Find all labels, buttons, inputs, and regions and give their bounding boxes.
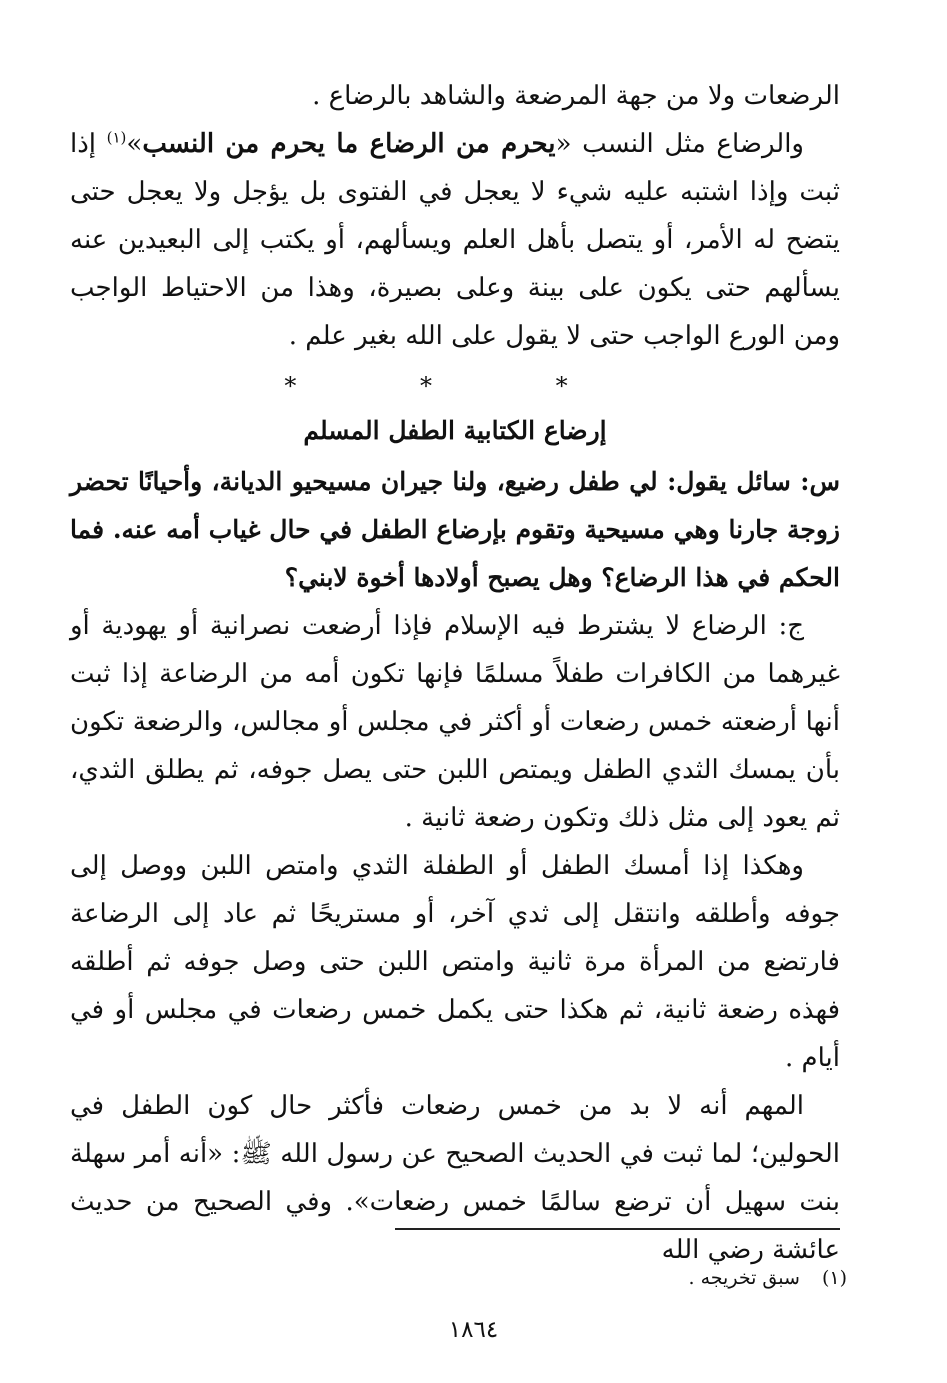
question-text: س: سائل يقول: لي طفل رضيع، ولنا جيران مسيحيو الديانة، وأحيانًا تحضر زوجة جارنا وهي مسيحية وتقوم بإرضاع الطفل في حال غياب أمه عنه. فما الحكم في هذا الرضاع؟ وهل يصبح أولادها أخوة لابني؟ [70,467,840,592]
footnote-divider [395,1228,840,1230]
answer-text: ج: الرضاع لا يشترط فيه الإسلام فإذا أرضعت نصرانية أو يهودية أو غيرهما من الكافرات طفلاً مسلمًا فإنها تكون أمه من الرضاعة إذا ثبت أنها أرضعته خمس رضعات أو أكثر في مجلس أو مجالس، والرضعة تكون بأن يمسك الثدي الطفل ويمتص اللبن حتى يصل جوفه، ثم يطلق الثدي، ثم يعود إلى مثل ذلك وتكون رضعة ثانية . [70,611,840,833]
section-heading: إرضاع الكتابية الطفل المسلم [303,416,607,445]
footnote-number: (١) [821,1267,847,1289]
paragraph-nasab-before: والرضاع مثل النسب « [555,129,804,159]
quote-close: » [126,129,143,159]
page-number: ١٨٦٤ [448,1317,499,1343]
footnote-marker[interactable]: (١) [106,128,127,147]
paragraph-continuation: الرضعات ولا من جهة المرضعة والشاهد بالرضاع . [312,81,840,111]
page-body [70,72,840,1274]
footnote-text: سبق تخريجه . [688,1267,800,1289]
paragraph-suckling-detail: وهكذا إذا أمسك الطفل أو الطفلة الثدي وامتص اللبن ووصل إلى جوفه وأطلقه وانتقل إلى ثدي آخر، أو مستريحًا ثم عاد إلى الرضاعة فارتضع من المرأة مرة ثانية وامتص اللبن حتى وصل جوفه ثم أطلقه فهذه رضعة ثانية، ثم هكذا حتى يكمل خمس رضعات في مجلس أو في أيام . [70,851,840,1073]
paragraph-nasab [70,120,840,360]
footnote [689,1266,847,1290]
paragraph-nasab-rest: إذا ثبت وإذا اشتبه عليه شيء لا يعجل في الفتوى بل يؤجل ولا يعجل حتى يتضح له الأمر، أو يتصل بأهل العلم ويسألهم، أو يكتب إلى البعيدين عنه يسألهم حتى يكون على بينة وعلى بصيرة، وهذا من الاحتياط الواجب ومن الورع الواجب حتى لا يقول على الله بغير علم . [70,129,840,351]
paragraph-hadith: المهم أنه لا بد من خمس رضعات فأكثر حال كون الطفل في الحولين؛ لما ثبت في الحديث الصحيح عن رسول الله ﷺ: «أنه أمر سهلة بنت سهيل أن ترضع سالمًا خمس رضعات». وفي الصحيح من حديث عائشة رضي الله [70,1091,840,1265]
hadith-quote: يحرم من الرضاع ما يحرم من النسب [142,129,556,159]
section-separator: * * * [284,372,626,400]
